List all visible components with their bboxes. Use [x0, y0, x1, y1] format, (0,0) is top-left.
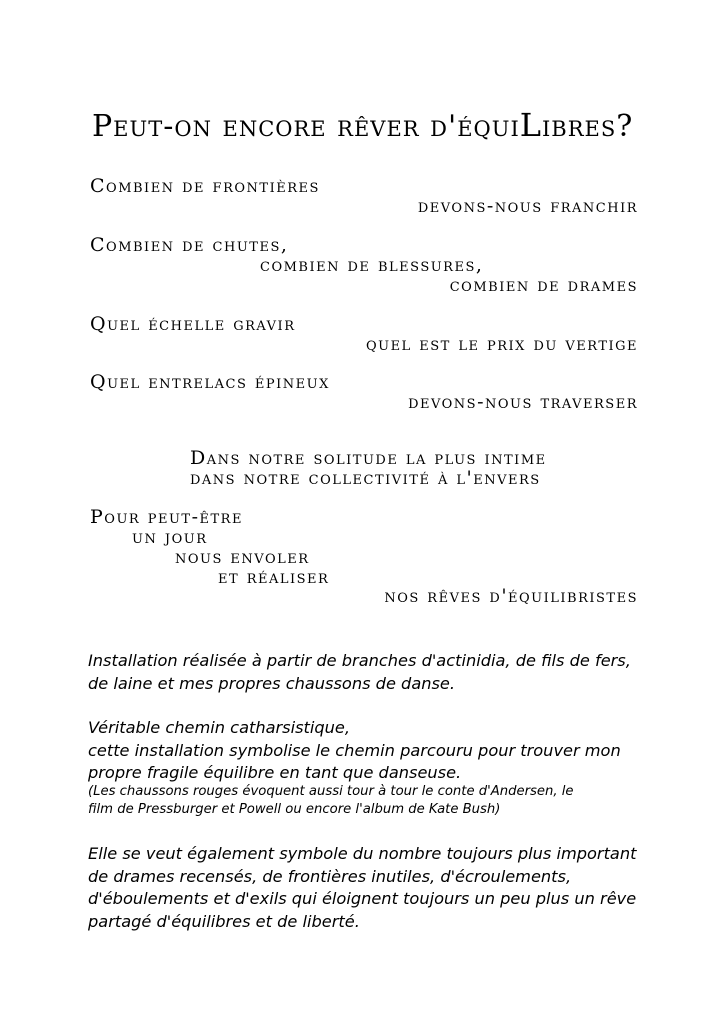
paragraph-line: de laine et mes propres chaussons de danse.	[88, 673, 456, 693]
paragraph-line: partagé d'équilibres et de liberté.	[88, 911, 360, 931]
paragraph-line: (Les chaussons rouges évoquent aussi tour à tour le conte d'Andersen, le	[88, 784, 574, 799]
poem-line-3: Combien de chutes,	[90, 234, 289, 256]
poem-line-1: Combien de frontières	[90, 175, 320, 197]
poem-line-7: quel est le prix du vertige	[365, 333, 638, 355]
paragraph-line: Installation réalisée à partir de branches d'actinidia, de fils de fers,	[88, 651, 631, 670]
paragraph-line: cette installation symbolise le chemin parcouru pour trouver mon	[88, 740, 621, 760]
poem-line-11: dans notre collectivité à l'envers	[190, 467, 541, 489]
paragraph-line: film de Pressburger et Powell ou encore l'album de Kate Bush)	[88, 801, 501, 817]
paragraph-line: de drames recensés, de frontières inutiles, d'écroulements,	[88, 866, 572, 886]
poem-line-8: Quel entrelacs épineux	[90, 371, 330, 393]
poem-line-14: nous envoler	[175, 546, 310, 568]
poem-line-9: devons-nous traverser	[408, 391, 638, 413]
poem-line-5: combien de drames	[449, 274, 638, 296]
poem-line-12: Pour peut-être	[90, 506, 243, 528]
title-part-1: Peut-on encore rêver d'équi	[92, 109, 520, 144]
page-title	[92, 108, 633, 144]
paragraph-materials	[88, 650, 643, 695]
paragraph-line: Véritable chemin catharsistique,	[88, 718, 351, 737]
poem-line-16: nos rêves d'équilibristes	[384, 585, 638, 607]
poem-line-10: Dans notre solitude la plus intime	[190, 447, 547, 469]
paragraph-meaning	[88, 717, 643, 785]
poem-line-6: Quel échelle gravir	[90, 313, 296, 335]
paragraph-line: propre fragile équilibre en tant que danseuse.	[88, 763, 462, 782]
paragraph-references	[88, 783, 643, 818]
poem-line-4: combien de blessures,	[260, 254, 484, 276]
title-part-3: ibres?	[542, 109, 634, 144]
poem-line-13: un jour	[132, 526, 208, 548]
title-part-2: L	[519, 106, 543, 144]
paragraph-symbol	[88, 843, 643, 933]
poem-line-2: devons-nous franchir	[417, 195, 638, 217]
poem-line-15: et réaliser	[218, 566, 330, 588]
paragraph-line: d'éboulements et d'exils qui éloignent toujours un peu plus un rêve	[88, 889, 637, 908]
paragraph-line: Elle se veut également symbole du nombre toujours plus important	[88, 844, 637, 863]
